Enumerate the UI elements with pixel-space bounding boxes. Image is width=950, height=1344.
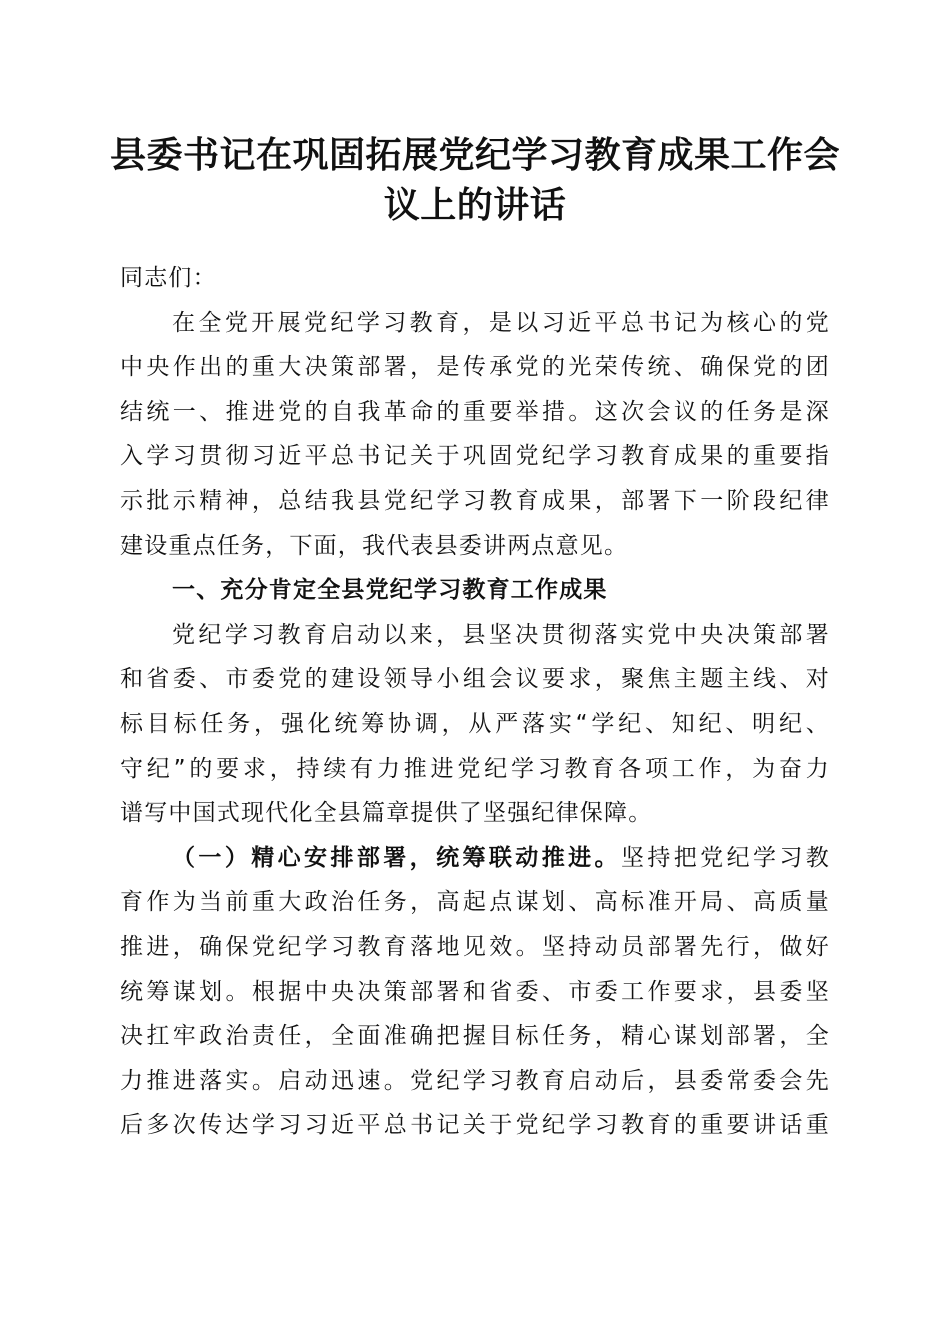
text-line: 建设重点任务，下面，我代表县委讲两点意见。 bbox=[120, 532, 629, 559]
paragraph-achievements bbox=[120, 613, 830, 791]
title-line-2: 议上的讲话 bbox=[383, 184, 567, 226]
paragraph-deployment bbox=[120, 836, 830, 1148]
salutation: 同志们： bbox=[120, 265, 217, 291]
document-body bbox=[120, 256, 830, 1148]
text-line: 示批示精神，总结我县党纪学习教育成果，部署下一阶段纪律 bbox=[120, 487, 830, 514]
paragraph-achievements-end bbox=[120, 791, 830, 836]
paragraph-intro bbox=[120, 301, 830, 524]
text-line: 决扛牢政治责任，全面准确把握目标任务，精心谋划部署，全 bbox=[120, 1023, 830, 1050]
text-line: 育作为当前重大政治任务，高起点谋划、高标准开局、高质量 bbox=[120, 889, 830, 916]
text-line: 统筹谋划。根据中央决策部署和省委、市委工作要求，县委坚 bbox=[120, 978, 830, 1005]
text-line: 结统一、推进党的自我革命的重要举措。这次会议的任务是深 bbox=[120, 398, 830, 425]
section-heading-1: 一、充分肯定全县党纪学习教育工作成果 bbox=[172, 577, 608, 604]
text-line: 推进，确保党纪学习教育落地见效。坚持动员部署先行，做好 bbox=[120, 933, 830, 960]
paragraph-intro-end bbox=[120, 524, 830, 569]
title-line-1: 县委书记在巩固拓展党纪学习教育成果工作会 bbox=[110, 134, 841, 176]
subsection-lead: （一）精心安排部署，统筹联动推进。 bbox=[172, 844, 621, 871]
document-title bbox=[110, 130, 840, 230]
text-line: 党纪学习教育启动以来，县坚决贯彻落实党中央决策部署 bbox=[172, 621, 830, 648]
text-line: 中央作出的重大决策部署，是传承党的光荣传统、确保党的团 bbox=[120, 354, 830, 381]
text-line: 谱写中国式现代化全县篇章提供了坚强纪律保障。 bbox=[120, 800, 653, 827]
text-line: 后多次传达学习习近平总书记关于党纪学习教育的重要讲话重 bbox=[120, 1112, 830, 1139]
text-line: 标目标任务，强化统筹协调，从严落实“学纪、知纪、明纪、 bbox=[120, 710, 830, 737]
text-line: （一）精心安排部署，统筹联动推进。坚持把党纪学习教 bbox=[172, 844, 830, 871]
text-line: 守纪”的要求，持续有力推进党纪学习教育各项工作，为奋力 bbox=[120, 755, 830, 782]
text-line: 力推进落实。启动迅速。党纪学习教育启动后，县委常委会先 bbox=[120, 1067, 830, 1094]
text-line: 和省委、市委党的建设领导小组会议要求，聚焦主题主线、对 bbox=[120, 666, 830, 693]
text-line: 在全党开展党纪学习教育，是以习近平总书记为核心的党 bbox=[172, 309, 830, 336]
text-line: 入学习贯彻习近平总书记关于巩固党纪学习教育成果的重要指 bbox=[120, 443, 830, 470]
